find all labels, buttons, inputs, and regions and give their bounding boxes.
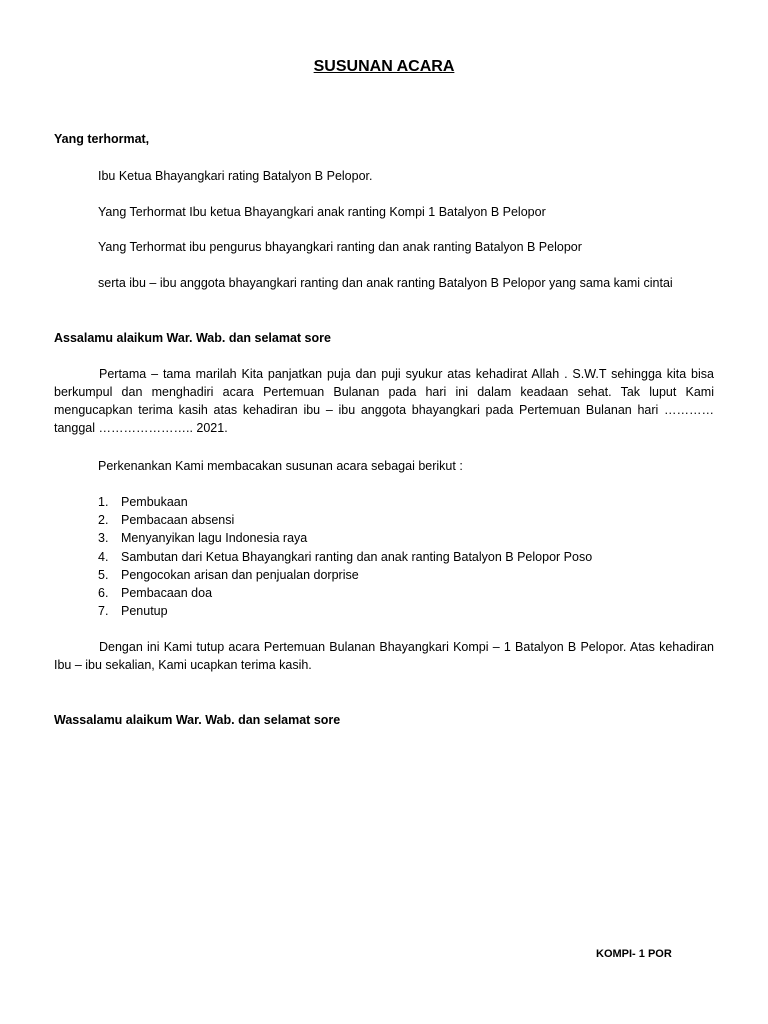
list-item (98, 529, 714, 547)
list-item-text: Menyanyikan lagu Indonesia raya (121, 531, 308, 546)
paragraph-closing: Dengan ini Kami tutup acara Pertemuan Bulanan Bhayangkari Kompi – 1 Batalyon B Pelopor. Atas kehadiran Ibu – ibu sekalian, Kami ucapkan terima kasih. (54, 640, 714, 672)
salam-opening: Assalamu alaikum War. Wab. dan selamat sore (54, 331, 331, 345)
addressee-3: Yang Terhormat ibu pengurus bhayangkari ranting dan anak ranting Batalyon B Pelopor (98, 240, 582, 254)
list-item-number: 6. (98, 585, 109, 600)
list-item-text: Pembacaan doa (121, 585, 213, 600)
list-item-text: Penutup (121, 604, 168, 619)
addressee-4: serta ibu – ibu anggota bhayangkari ranting dan anak ranting Batalyon B Pelopor yang sama kami cintai (98, 276, 673, 290)
addressee-2: Yang Terhormat Ibu ketua Bhayangkari anak ranting Kompi 1 Batalyon B Pelopor (98, 205, 546, 219)
addressee-1: Ibu Ketua Bhayangkari rating Batalyon B Pelopor. (98, 169, 373, 183)
footer-label: KOMPI- 1 POR (596, 948, 672, 960)
list-item (98, 566, 714, 584)
paragraph-opening: Pertama – tama marilah Kita panjatkan puja dan puji syukur atas kehadirat Allah . S.W.T sehingga kita bisa berkumpul dan menghadiri acara Pertemuan Bulanan pada hari ini dalam keadaan sehat. Tak luput Kami mengucapkan terima kasih atas kehadiran ibu – ibu anggota bhayangkari pada Pertemuan Bulanan hari ………… tanggal ………………….. 2021. (54, 367, 714, 435)
list-item (98, 548, 714, 566)
list-item (98, 584, 714, 602)
list-item-number: 1. (98, 495, 109, 509)
list-item-text: Pembacaan absensi (121, 513, 235, 528)
salam-closing: Wassalamu alaikum War. Wab. dan selamat sore (54, 713, 341, 727)
page-title: SUSUNAN ACARA (313, 58, 455, 75)
list-item-number: 5. (98, 567, 109, 582)
list-item (98, 493, 714, 511)
agenda-list (98, 493, 714, 620)
list-item-number: 3. (98, 531, 109, 546)
list-item-text: Pengocokan arisan dan penjualan dorprise (121, 567, 359, 582)
list-item (98, 511, 714, 529)
list-item-number: 2. (98, 513, 109, 528)
list-item-text: Pembukaan (121, 495, 188, 509)
list-item (98, 602, 714, 620)
list-item-number: 7. (98, 604, 109, 619)
list-item-number: 4. (98, 549, 109, 564)
greeting: Yang terhormat, (54, 132, 150, 146)
paragraph-agenda-intro: Perkenankan Kami membacakan susunan acara sebagai berikut : (98, 459, 463, 473)
list-item-text: Sambutan dari Ketua Bhayangkari ranting dan anak ranting Batalyon B Pelopor Poso (121, 549, 593, 564)
